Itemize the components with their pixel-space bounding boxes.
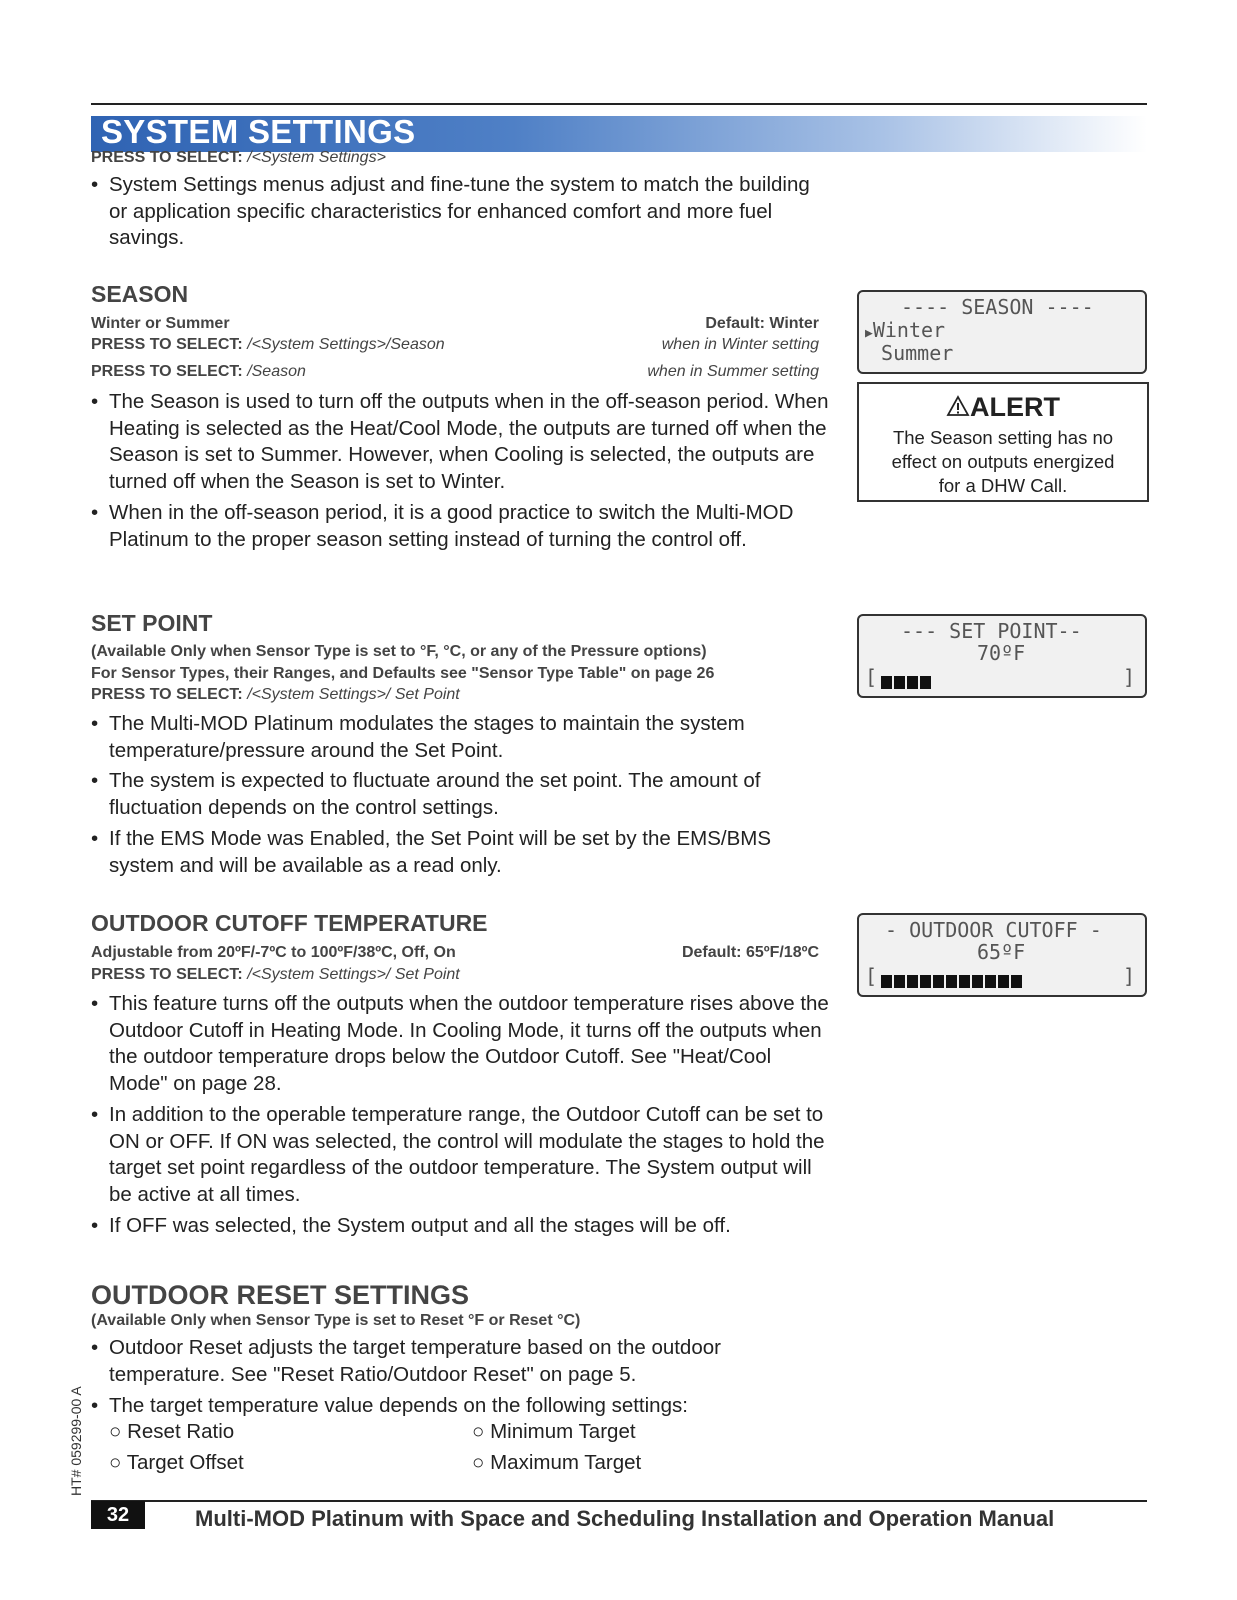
circle-icon: ○ [472, 1451, 485, 1474]
press-label: PRESS TO SELECT: [91, 686, 243, 703]
level-block [946, 975, 957, 988]
level-block [959, 975, 970, 988]
lcd-bracket-close: ] [1123, 665, 1136, 689]
season-bullet-text: When in the off-season period, it is a good practice to switch the Multi-MOD Platinum to the proper season setting instead of turning the control off. [109, 501, 794, 551]
season-bullet: • When in the off-season period, it is a good practice to switch the Multi-MOD Platinum to the proper season setting instead of turning the control off. [91, 500, 831, 553]
intro-bullet-text: System Settings menus adjust and fine-tune the system to match the building or application specific characteristics for enhanced comfort and more fuel savings. [109, 173, 810, 249]
season-press-2-note [560, 363, 819, 381]
setting-label: Maximum Target [490, 1451, 642, 1474]
lcd-option-winter: Winter [872, 318, 946, 342]
season-press-2 [91, 363, 306, 381]
level-bar [881, 969, 1024, 991]
level-bar [881, 670, 933, 692]
outdoor-cutoff-bullet: • If OFF was selected, the System output and all the stages will be off. [91, 1213, 831, 1240]
lcd-line-1: ---- SEASON ---- [901, 295, 1094, 319]
season-lcd-display [857, 290, 1147, 374]
outdoor-reset-bullet: • Outdoor Reset adjusts the target temperature based on the outdoor temperature. See "Reset Ratio/Outdoor Reset" on page 5. [91, 1335, 831, 1388]
page-number: 32 [91, 1501, 145, 1529]
manual-title: Multi-MOD Platinum with Space and Scheduling Installation and Operation Manual [195, 1506, 1055, 1531]
alert-line: for a DHW Call. [938, 475, 1068, 497]
press-note: when in Winter setting [661, 336, 819, 353]
set-point-bullet: • The Multi-MOD Platinum modulates the stages to maintain the system temperature/pressure around the Set Point. [91, 711, 831, 764]
document-code: HT# 059299-00 A [68, 1386, 84, 1496]
season-heading: SEASON [91, 281, 189, 307]
setting-label: Minimum Target [490, 1420, 636, 1443]
set-point-lcd-display [857, 614, 1147, 698]
alert-title-row [859, 392, 1147, 424]
warning-icon [946, 393, 970, 424]
level-block [881, 975, 892, 988]
lcd-value: 65ºF [977, 940, 1026, 964]
press-to-select [91, 149, 386, 167]
press-path: /<System Settings>/Season [247, 336, 445, 353]
set-point-note-1: (Available Only when Sensor Type is set to °F, °C, or any of the Pressure options) [91, 643, 707, 660]
top-rule [91, 103, 1147, 105]
press-path: /<System Settings> [247, 149, 386, 166]
set-point-bullet-text: The Multi-MOD Platinum modulates the stages to maintain the system temperature/pressure around the Set Point. [109, 712, 745, 762]
level-block [894, 676, 905, 689]
press-label: PRESS TO SELECT: [91, 966, 243, 983]
alert-box [857, 382, 1149, 502]
outdoor-reset-bullet-text: Outdoor Reset adjusts the target temperature based on the outdoor temperature. See "Reset Ratio/Outdoor Reset" on page 5. [109, 1336, 721, 1386]
lcd-line-1: - OUTDOOR CUTOFF - [885, 918, 1102, 942]
circle-icon: ○ [109, 1451, 122, 1474]
setting-item [472, 1450, 641, 1477]
set-point-bullet-text: If the EMS Mode was Enabled, the Set Point will be set by the EMS/BMS system and will be available as a read only. [109, 827, 772, 877]
set-point-bullet-text: The system is expected to fluctuate around the set point. The amount of fluctuation depends on the control settings. [109, 769, 761, 819]
intro-bullet: • System Settings menus adjust and fine-tune the system to match the building or application specific characteristics for enhanced comfort and more fuel savings. [91, 172, 831, 252]
setting-item [109, 1450, 244, 1477]
outdoor-cutoff-bullet: • In addition to the operable temperature range, the Outdoor Cutoff can be set to ON or OFF. If ON was selected, the control will modulate the stages to hold the target set point regardless of the outdoor temperature. The System output will be active at all times. [91, 1102, 831, 1208]
set-point-bullet: • The system is expected to fluctuate around the set point. The amount of fluctuation depends on the control settings. [91, 768, 831, 821]
set-point-heading: SET POINT [91, 610, 213, 636]
outdoor-cutoff-lcd-display [857, 913, 1147, 997]
cursor-arrow-icon: ▶ [865, 326, 873, 341]
level-block [1011, 975, 1022, 988]
alert-line: The Season setting has no [892, 427, 1114, 449]
alert-title: ALERT [970, 392, 1060, 422]
press-note: when in Summer setting [647, 363, 819, 380]
outdoor-cutoff-bullet-text: In addition to the operable temperature range, the Outdoor Cutoff can be set to ON or OFF. If ON was selected, the control will modulate the stages to hold the target set point regardless of the outdoor temperature. The System output will be active at all times. [109, 1103, 825, 1206]
level-block [972, 975, 983, 988]
lcd-bracket-open: [ [865, 665, 878, 689]
level-block [920, 676, 931, 689]
level-block [907, 676, 918, 689]
outdoor-cutoff-range: Adjustable from 20ºF/-7ºC to 100ºF/38ºC, Off, On [91, 944, 456, 961]
level-block [894, 975, 905, 988]
level-block [907, 975, 918, 988]
outdoor-cutoff-bullet-text: If OFF was selected, the System output and all the stages will be off. [109, 1214, 731, 1237]
set-point-note-2: For Sensor Types, their Ranges, and Defaults see "Sensor Type Table" on page 26 [91, 665, 715, 682]
press-path: /<System Settings>/ Set Point [247, 686, 460, 703]
level-block [881, 676, 892, 689]
setting-item [472, 1419, 636, 1446]
setting-label: Target Offset [126, 1451, 244, 1474]
circle-icon: ○ [109, 1420, 122, 1443]
setting-item [109, 1419, 234, 1446]
alert-line: effect on outputs energized [891, 451, 1115, 473]
outdoor-cutoff-heading: OUTDOOR CUTOFF TEMPERATURE [91, 910, 488, 936]
outdoor-reset-note: (Available Only when Sensor Type is set to Reset °F or Reset °C) [91, 1312, 581, 1329]
season-options: Winter or Summer [91, 315, 230, 332]
press-label: PRESS TO SELECT: [91, 149, 243, 166]
season-press-1 [91, 336, 445, 354]
level-block [933, 975, 944, 988]
page-title: SYSTEM SETTINGS [101, 113, 416, 150]
season-press-1-note [560, 336, 819, 354]
outdoor-cutoff-bullet: • This feature turns off the outputs when the outdoor temperature rises above the Outdoor Cutoff in Heating Mode. In Cooling Mode, it turns off the outputs when the outdoor temperature drops below the Outdoor Cutoff. See "Heat/Cool Mode" on page 28. [91, 991, 831, 1097]
season-default: Default: Winter [705, 315, 819, 332]
outdoor-reset-bullet: • The target temperature value depends on the following settings: [91, 1393, 831, 1420]
set-point-press [91, 686, 460, 704]
press-path: /Season [247, 363, 306, 380]
press-label: PRESS TO SELECT: [91, 363, 243, 380]
circle-icon: ○ [472, 1420, 485, 1443]
lcd-line-1: --- SET POINT-- [901, 619, 1082, 643]
outdoor-cutoff-bullet-text: This feature turns off the outputs when the outdoor temperature rises above the Outdoor Cutoff in Heating Mode. In Cooling Mode, it turns off the outputs when the outdoor temperature drops below the Outdoor Cutoff. See "Heat/Cool Mode" on page 28. [109, 992, 829, 1095]
lcd-line-3: Summer [869, 341, 954, 365]
set-point-bullet: • If the EMS Mode was Enabled, the Set Point will be set by the EMS/BMS system and will be available as a read only. [91, 826, 831, 879]
lcd-value: 70ºF [977, 641, 1026, 665]
press-path: /<System Settings>/ Set Point [247, 966, 460, 983]
season-bullet-text: The Season is used to turn off the outputs when in the off-season period. When Heating is selected as the Heat/Cool Mode, the outputs are turned off when the Season is set to Summer. However, when Cooling is selected, the outputs are turned off when the Season is set to Winter. [109, 390, 829, 493]
footer-rule [91, 1500, 1147, 1502]
setting-label: Reset Ratio [127, 1420, 235, 1443]
outdoor-cutoff-default: Default: 65ºF/18ºC [681, 944, 819, 961]
press-label: PRESS TO SELECT: [91, 336, 243, 353]
level-block [998, 975, 1009, 988]
level-block [920, 975, 931, 988]
season-bullet: • The Season is used to turn off the outputs when in the off-season period. When Heating is selected as the Heat/Cool Mode, the outputs are turned off when the Season is set to Summer. However, when Cooling is selected, the outputs are turned off when the Season is set to Winter. [91, 389, 831, 495]
outdoor-reset-bullet-text: The target temperature value depends on the following settings: [109, 1394, 688, 1417]
level-block [985, 975, 996, 988]
outdoor-reset-heading: OUTDOOR RESET SETTINGS [91, 1280, 470, 1310]
lcd-bracket-open: [ [865, 964, 878, 988]
alert-text [859, 426, 1147, 498]
outdoor-cutoff-press [91, 966, 460, 984]
lcd-bracket-close: ] [1123, 964, 1136, 988]
